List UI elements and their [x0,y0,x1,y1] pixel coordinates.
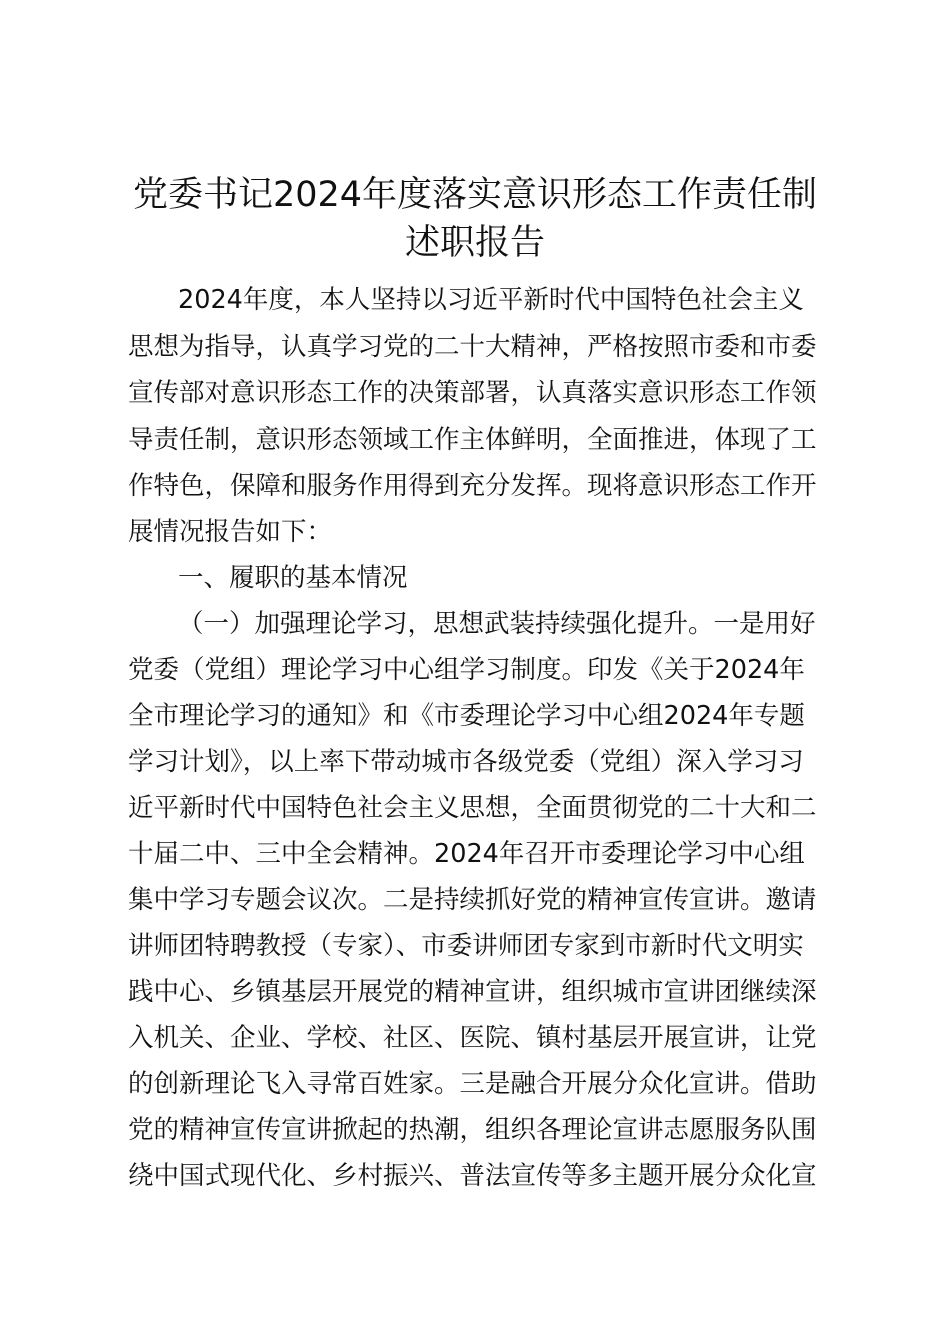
paragraph-line: 学习计划》，以上率下带动城市各级党委（党组）深入学习习 [128,747,804,777]
paragraph-line: 践中心、乡镇基层开展党的精神宣讲，组织城市宣讲团继续深 [128,977,817,1007]
paragraph-line: 十届二中、三中全会精神。2024年召开市委理论学习中心组 [128,839,805,869]
paragraph-line: 2024年度，本人坚持以习近平新时代中国特色社会主义 [178,285,804,315]
paragraph-line: 作特色，保障和服务作用得到充分发挥。现将意识形态工作开 [128,471,817,501]
section-heading: 一、履职的基本情况 [178,563,408,593]
paragraph-line: 的创新理论飞入寻常百姓家。三是融合开展分众化宣讲。借助 [128,1069,817,1099]
paragraph-line: 宣传部对意识形态工作的决策部署，认真落实意识形态工作领 [128,378,817,408]
paragraph-line: 近平新时代中国特色社会主义思想，全面贯彻党的二十大和二 [128,793,817,823]
paragraph-line: 党的精神宣传宣讲掀起的热潮，组织各理论宣讲志愿服务队围 [128,1115,817,1145]
paragraph-line: 思想为指导，认真学习党的二十大精神，严格按照市委和市委 [128,332,817,362]
paragraph-line: 全市理论学习的通知》和《市委理论学习中心组2024年专题 [128,701,805,731]
paragraph-line: 讲师团特聘教授（专家）、市委讲师团专家到市新时代文明实 [128,931,804,961]
document-title-line-2: 述职报告 [404,223,545,263]
paragraph-line: （一）加强理论学习，思想武装持续强化提升。一是用好 [178,609,816,639]
paragraph-line: 集中学习专题会议次。二是持续抓好党的精神宣传宣讲。邀请 [128,885,817,915]
paragraph-line: 展情况报告如下： [128,517,333,547]
document-title-line-1: 党委书记2024年度落实意识形态工作责任制 [132,175,818,215]
paragraph-line: 导责任制，意识形态领域工作主体鲜明，全面推进，体现了工 [128,425,817,455]
paragraph-line: 党委（党组）理论学习中心组学习制度。印发《关于2024年 [128,655,805,685]
paragraph-line: 入机关、企业、学校、社区、医院、镇村基层开展宣讲，让党 [128,1023,817,1053]
paragraph-line: 绕中国式现代化、乡村振兴、普法宣传等多主题开展分众化宣 [128,1161,817,1191]
